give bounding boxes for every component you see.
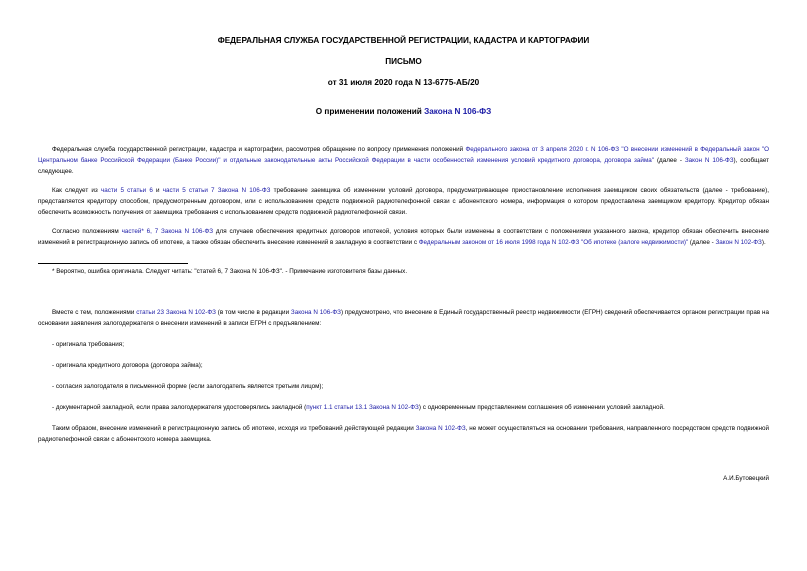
part5-art6-link[interactable]: части 5 статьи 6 <box>100 187 153 194</box>
paragraph-egrn <box>38 307 769 329</box>
signature: А.И.Бутовецкий <box>723 475 769 482</box>
part5-art7-link[interactable]: части 5 статьи 7 Закона N 106-ФЗ <box>162 187 271 194</box>
text: Как следует из <box>52 187 101 194</box>
art23-link[interactable]: статьи 23 Закона N 102-ФЗ <box>136 309 216 316</box>
paragraph-conclusion <box>38 423 769 445</box>
text: требование заемщика об изменении условий договора, предусматривающее приостановление исполнения заемщиком своих обязательств (далее - требование), представляется кредитору способом, предусмотренным договором, или с использованием средств подвижной радиотелефонной связи с абонентского номера, информация о котором предоставлена заемщиком кредитору. Кредитор обязан обеспечить возможность получения от заемщика требования с использованием средств подвижной радиотелефонной связи. <box>38 187 769 216</box>
list-item: - оригинала кредитного договора (договора займа); <box>52 362 203 369</box>
subject-prefix: О применении положений <box>315 107 425 116</box>
law-106-link-2[interactable]: Закона N 106-ФЗ <box>290 309 341 316</box>
list-item <box>52 403 769 413</box>
list-item: - оригинала требования; <box>52 341 124 348</box>
text: - документарной закладной, если права залогодержателя удостоверялись закладной ( <box>52 404 307 411</box>
point-1-1-link[interactable]: пункт 1.1 статьи 13.1 Закона N 102-ФЗ <box>306 404 419 411</box>
text: ) с одновременным представлением соглашения об изменении условий закладной. <box>418 404 665 411</box>
law-102-full-link[interactable]: Федеральным законом от 16 июля 1998 года N 102-ФЗ "Об ипотеке (залоге недвижимости)" <box>418 239 689 246</box>
text: для случаев обеспечения кредитных договоров ипотекой, условия которых были изменены в соответствии с положениями указанного закона, кредитор обязан обеспечить внесение изменений в регистрационную запись об ипотеке, а также обязан обеспечить внесение изменений в закладную в соответствии с <box>38 228 769 246</box>
text: ), сообщает следующее. <box>38 157 770 175</box>
parts-6-7-link[interactable]: частей* 6, 7 Закона N 106-ФЗ <box>121 228 214 235</box>
list-item: - согласия залогодателя в письменной форме (если залогодатель является третьим лицом); <box>52 383 324 390</box>
text: Таким образом, внесение изменений в регистрационную запись об ипотеке, исходя из требований действующей редакции <box>52 425 416 432</box>
text: (далее - <box>654 157 685 164</box>
law-102-link[interactable]: Закон N 102-ФЗ <box>715 239 762 246</box>
text: Вместе с тем, положениями <box>52 309 137 316</box>
paragraph-intro <box>38 144 769 177</box>
text: ) предусмотрено, что внесение в Единый государственный реестр недвижимости (ЕГРН) сведений обеспечивается органом регистрации прав на основании заявления залогодержателя о внесении изменений в записи ЕГРН с предъявлением: <box>38 309 769 327</box>
text: и <box>152 187 163 194</box>
law-106-full-link[interactable]: Федерального закона от 3 апреля 2020 г. N 106-ФЗ "О внесении изменений в Федеральный закон "О Центральном банке Российской Федерации (Банке России)" и отдельные законодательные акты Российской Федерации в части особенностей изменения условий кредитного договора, договора займа" <box>38 146 769 164</box>
agency-title: ФЕДЕРАЛЬНАЯ СЛУЖБА ГОСУДАРСТВЕННОЙ РЕГИСТРАЦИИ, КАДАСТРА И КАРТОГРАФИИ <box>217 36 590 45</box>
text: ). <box>761 239 766 246</box>
document-date-number: от 31 июля 2020 года N 13-6775-АБ/20 <box>327 78 480 87</box>
document-type: ПИСЬМО <box>385 57 422 66</box>
subject-law-link[interactable]: Закона N 106-ФЗ <box>424 107 492 116</box>
text: (далее - <box>688 239 716 246</box>
law-106-link[interactable]: Закон N 106-ФЗ <box>684 157 734 164</box>
law-102-link-2[interactable]: Закона N 102-ФЗ <box>415 425 466 432</box>
text: , не может осуществляться на основании требования, направленного посредством средств подвижной радиотелефонной связи с абонентского номера заемщика. <box>38 425 769 443</box>
paragraph-mortgage <box>38 226 769 248</box>
footnote-divider <box>38 263 188 264</box>
text: (в том числе в редакции <box>215 309 291 316</box>
text: Согласно положениям <box>52 228 122 235</box>
paragraph-requirement <box>38 185 769 218</box>
footnote: * Вероятно, ошибка оригинала. Следует читать: "статей 6, 7 Закона N 106-ФЗ". - Примечание изготовителя базы данных. <box>52 268 408 275</box>
text: Федеральная служба государственной регистрации, кадастра и картографии, рассмотрев обращение по вопросу применения положений <box>52 146 466 153</box>
document-subject <box>0 107 807 116</box>
